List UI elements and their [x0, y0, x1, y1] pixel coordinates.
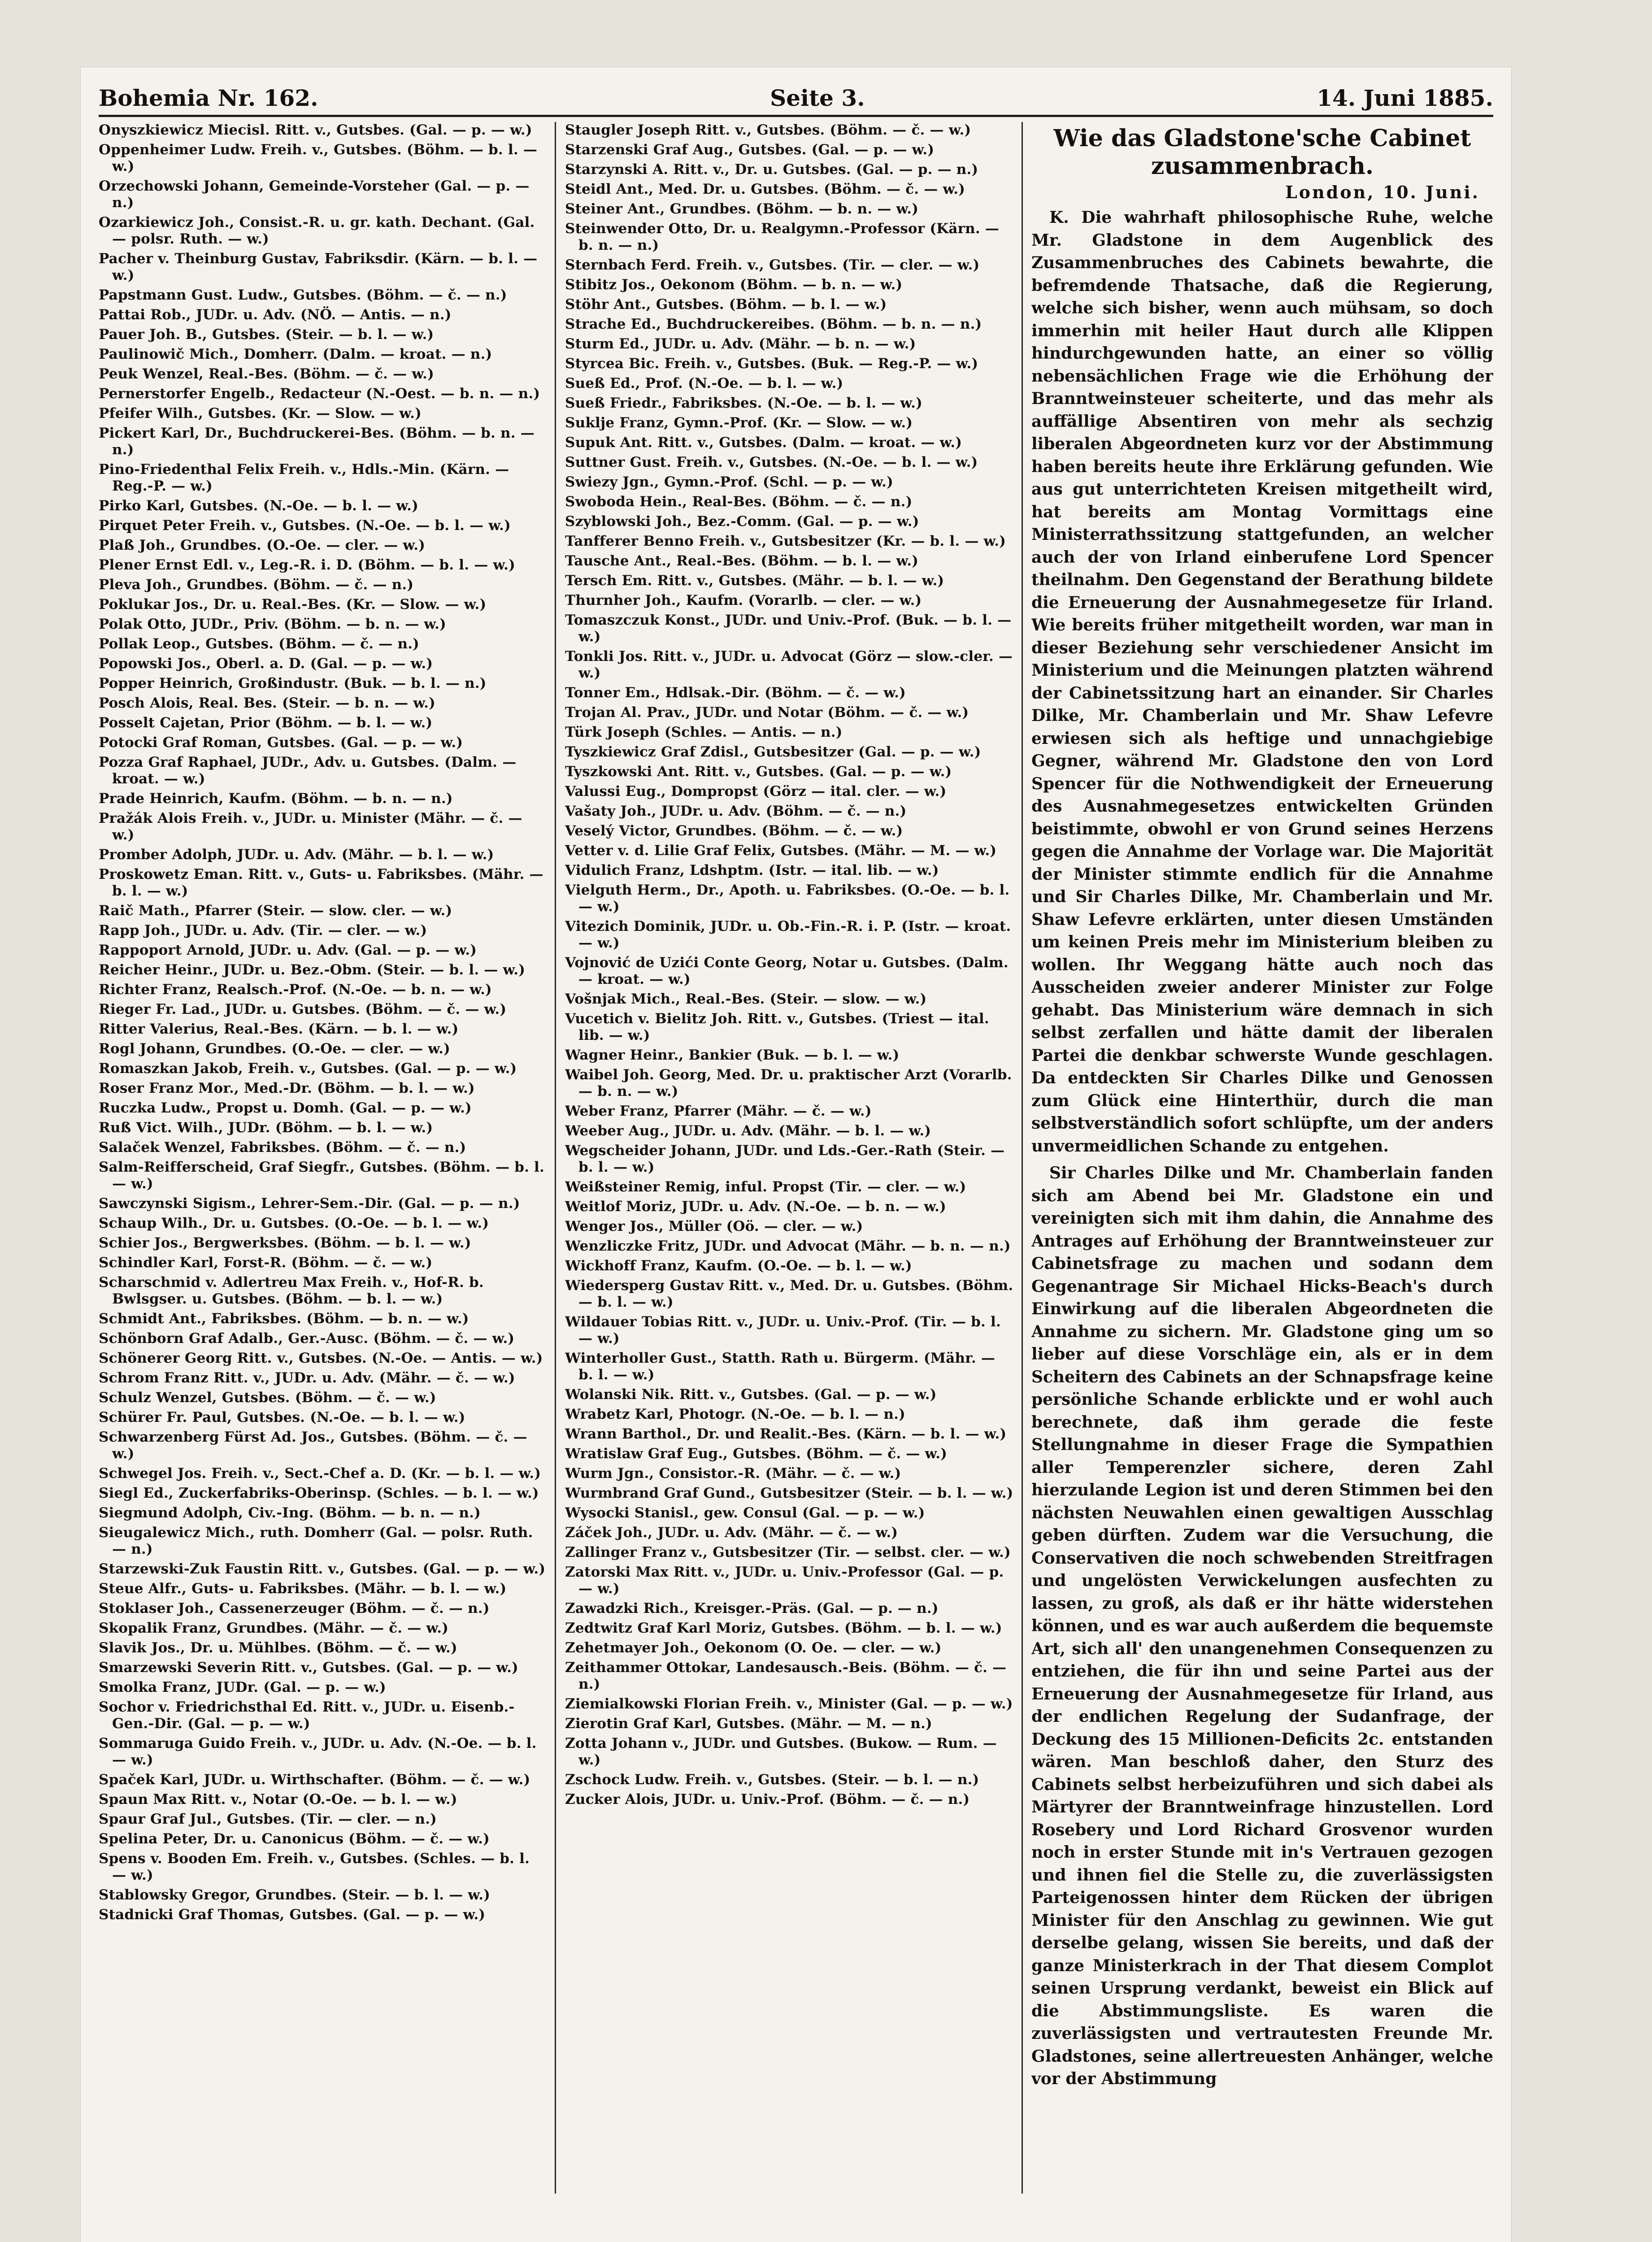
member-entry: Styrcea Bic. Freih. v., Gutsbes. (Buk. — Reg.-P. — w.) [565, 356, 978, 372]
member-entry: Suttner Gust. Freih. v., Gutsbes. (N.-Oe. — b. l. — w.) [565, 454, 978, 470]
member-entry: Popper Heinrich, Großindustr. (Buk. — b. l. — n.) [99, 675, 487, 691]
member-entry: Stadnicki Graf Thomas, Gutsbes. (Gal. — p. — w.) [99, 1907, 486, 1923]
member-entry: Tyszkiewicz Graf Zdisl., Gutsbesitzer (Gal. — p. — w.) [565, 744, 981, 760]
member-entry: Starzewski-Zuk Faustin Ritt. v., Gutsbes. (Gal. — p. — w.) [99, 1561, 546, 1577]
right-column-article [1031, 122, 1493, 2242]
member-entry: Vetter v. d. Lilie Graf Felix, Gutsbes. (Mähr. — M. — w.) [565, 843, 997, 859]
member-entry: Suklje Franz, Gymn.-Prof. (Kr. — Slow. — w.) [565, 415, 913, 431]
member-entry: Spaur Graf Jul., Gutsbes. (Tir. — cler. — n.) [99, 1811, 437, 1827]
member-entry: Wolanski Nik. Ritt. v., Gutsbes. (Gal. — p. — w.) [565, 1386, 937, 1403]
member-entry: Vošnjak Mich., Real.-Bes. (Steir. — slow. — w.) [565, 991, 927, 1007]
member-entry: Zierotin Graf Karl, Gutsbes. (Mähr. — M. — n.) [565, 1716, 932, 1732]
member-entry: Wagner Heinr., Bankier (Buk. — b. l. — w.) [565, 1047, 900, 1063]
member-entry: Schrom Franz Ritt. v., JUDr. u. Adv. (Mähr. — č. — w.) [99, 1370, 515, 1386]
member-entry: Valussi Eug., Dompropst (Görz — ital. cler. — w.) [565, 783, 947, 799]
member-entry: Tersch Em. Ritt. v., Gutsbes. (Mähr. — b. l. — w.) [565, 573, 944, 589]
member-entry: Stibitz Jos., Oekonom (Böhm. — b. n. — w.) [565, 277, 903, 293]
member-entry: Zehetmayer Joh., Oekonom (O. Oe. — cler. — w.) [565, 1640, 942, 1656]
member-entry: Sommaruga Guido Freih. v., JUDr. u. Adv. (N.-Oe. — b. l. — w.) [99, 1735, 537, 1768]
member-entry: Wysocki Stanisl., gew. Consul (Gal. — p. — w.) [565, 1505, 925, 1521]
member-entry: Vielguth Herm., Dr., Apoth. u. Fabriksbes. (O.-Oe. — b. l. — w.) [565, 882, 1010, 915]
member-entry: Smolka Franz, JUDr. (Gal. — p. — w.) [99, 1679, 386, 1695]
member-entry: Spens v. Booden Em. Freih. v., Gutsbes. (Schles. — b. l. — w.) [99, 1851, 530, 1883]
member-entry: Wegscheider Johann, JUDr. und Lds.-Ger.-Rath (Steir. — b. l. — w.) [565, 1143, 1005, 1175]
member-entry: Posselt Cajetan, Prior (Böhm. — b. l. — w.) [99, 715, 433, 731]
member-entry: Pernerstorfer Engelb., Redacteur (N.-Oest. — b. n. — n.) [99, 386, 540, 402]
page-header [99, 75, 1493, 111]
member-entry: Orzechowski Johann, Gemeinde-Vorsteher (Gal. — p. — n.) [99, 178, 530, 211]
member-entry: Wurmbrand Graf Gund., Gutsbesitzer (Steir. — b. l. — w.) [565, 1485, 1013, 1501]
member-entry: Zatorski Max Ritt. v., JUDr. u. Univ.-Professor (Gal. — p. — w.) [565, 1564, 1004, 1597]
member-entry: Tonkli Jos. Ritt. v., JUDr. u. Advocat (Görz — slow.-cler. — w.) [565, 648, 1013, 681]
member-entry: Wiedersperg Gustav Ritt. v., Med. Dr. u. Gutsbes. (Böhm. — b. l. — w.) [565, 1277, 1013, 1310]
member-entry: Ruczka Ludw., Propst u. Domh. (Gal. — p. — w.) [99, 1100, 472, 1116]
member-entry: Stöhr Ant., Gutsbes. (Böhm. — b. l. — w.) [565, 296, 887, 313]
header-page-number: Seite 3. [770, 85, 865, 111]
member-entry: Schindler Karl, Forst-R. (Böhm. — č. — w.) [99, 1255, 433, 1271]
member-entry: Pattai Rob., JUDr. u. Adv. (NÖ. — Antis. — n.) [99, 307, 452, 323]
member-entry: Zedtwitz Graf Karl Moriz, Gutsbes. (Böhm. — b. l. — w.) [565, 1620, 1002, 1636]
member-entry: Zawadzki Rich., Kreisger.-Präs. (Gal. — p. — n.) [565, 1600, 939, 1616]
member-entry: Richter Franz, Realsch.-Prof. (N.-Oe. — b. n. — w.) [99, 982, 492, 998]
member-entry: Oppenheimer Ludw. Freih. v., Gutsbes. (Böhm. — b. l. — w.) [99, 142, 538, 174]
member-entry: Siegmund Adolph, Civ.-Ing. (Böhm. — b. n. — n.) [99, 1505, 481, 1521]
member-entry: Peuk Wenzel, Real.-Bes. (Böhm. — č. — w.) [99, 366, 434, 382]
member-entry: Slavik Jos., Dr. u. Mühlbes. (Böhm. — č. — w.) [99, 1640, 457, 1656]
member-entry: Onyszkiewicz Miecisl. Ritt. v., Gutsbes. (Gal. — p. — w.) [99, 122, 532, 138]
member-entry: Supuk Ant. Ritt. v., Gutsbes. (Dalm. — kroat. — w.) [565, 434, 962, 451]
member-entry: Sturm Ed., JUDr. u. Adv. (Mähr. — b. n. — w.) [565, 336, 916, 352]
newspaper-page [81, 67, 1511, 2242]
member-entry: Wurm Jgn., Consistor.-R. (Mähr. — č. — w.) [565, 1465, 901, 1482]
member-entry: Reicher Heinr., JUDr. u. Bez.-Obm. (Steir. — b. l. — w.) [99, 962, 526, 978]
member-entry: Spelina Peter, Dr. u. Canonicus (Böhm. — č. — w.) [99, 1831, 490, 1847]
member-entry: Tausche Ant., Real.-Bes. (Böhm. — b. l. — w.) [565, 553, 919, 569]
member-entry: Smarzewski Severin Ritt. v., Gutsbes. (Gal. — p. — w.) [99, 1660, 518, 1676]
member-entry: Pino-Friedenthal Felix Freih. v., Hdls.-Min. (Kärn. — Reg.-P. — w.) [99, 461, 509, 494]
member-entry: Winterholler Gust., Statth. Rath u. Bürgerm. (Mähr. — b. l. — w.) [565, 1350, 996, 1383]
member-entry: Romaszkan Jakob, Freih. v., Gutsbes. (Gal. — p. — w.) [99, 1060, 517, 1077]
member-entry: Tonner Em., Hdlsak.-Dir. (Böhm. — č. — w.) [565, 685, 906, 701]
member-entry: Rogl Johann, Grundbes. (O.-Oe. — cler. — w.) [99, 1041, 450, 1057]
member-entry: Swiezy Jgn., Gymn.-Prof. (Schl. — p. — w.) [565, 474, 893, 490]
member-entry: Steinwender Otto, Dr. u. Realgymn.-Professor (Kärn. — b. n. — n.) [565, 221, 1000, 253]
member-entry: Weber Franz, Pfarrer (Mähr. — č. — w.) [565, 1103, 872, 1119]
member-entry: Ritter Valerius, Real.-Bes. (Kärn. — b. l. — w.) [99, 1021, 459, 1037]
article-dateline: London, 10. Juni. [1285, 182, 1480, 202]
member-entry: Vitezich Dominik, JUDr. u. Ob.-Fin.-R. i. P. (Istr. — kroat. — w.) [565, 918, 1011, 951]
member-entry: Zschock Ludw. Freih. v., Gutsbes. (Steir. — b. l. — n.) [565, 1772, 979, 1788]
member-entry: Schier Jos., Bergwerksbes. (Böhm. — b. l. — w.) [99, 1235, 471, 1251]
member-entry: Plener Ernst Edl. v., Leg.-R. i. D. (Böhm. — b. l. — w.) [99, 557, 516, 573]
member-entry: Stoklaser Joh., Cassenerzeuger (Böhm. — č. — n.) [99, 1600, 490, 1616]
member-entry: Spaun Max Ritt. v., Notar (O.-Oe. — b. l. — w.) [99, 1791, 457, 1808]
member-entry: Pleva Joh., Grundbes. (Böhm. — č. — n.) [99, 577, 414, 593]
member-entry: Rapp Joh., JUDr. u. Adv. (Tir. — cler. — w.) [99, 922, 427, 939]
member-entry: Sueß Friedr., Fabriksbes. (N.-Oe. — b. l. — w.) [565, 395, 923, 411]
member-entry: Proskowetz Eman. Ritt. v., Guts- u. Fabriksbes. (Mähr. — b. l. — w.) [99, 866, 543, 899]
member-entry: Pirquet Peter Freih. v., Gutsbes. (N.-Oe. — b. l. — w.) [99, 517, 511, 534]
header-rule [99, 115, 1493, 117]
member-entry: Vidulich Franz, Ldshptm. (Istr. — ital. lib. — w.) [565, 862, 939, 878]
member-entry: Paulinowič Mich., Domherr. (Dalm. — kroat. — n.) [99, 346, 492, 362]
member-entry: Steue Alfr., Guts- u. Fabriksbes. (Mähr. — b. l. — w.) [99, 1581, 507, 1597]
member-entry: Potocki Graf Roman, Gutsbes. (Gal. — p. — w.) [99, 734, 463, 751]
member-entry: Sueß Ed., Prof. (N.-Oe. — b. l. — w.) [565, 375, 843, 391]
header-date: 14. Juni 1885. [1317, 85, 1493, 111]
member-entry: Zotta Johann v., JUDr. und Gutsbes. (Bukow. — Rum. — w.) [565, 1735, 997, 1768]
member-entry: Zucker Alois, JUDr. u. Univ.-Prof. (Böhm. — č. — n.) [565, 1791, 970, 1808]
member-entry: Salm-Reifferscheid, Graf Siegfr., Gutsbes. (Böhm. — b. l. — w.) [99, 1159, 545, 1192]
member-entry: Pirko Karl, Gutsbes. (N.-Oe. — b. l. — w.) [99, 498, 418, 514]
column-divider [555, 122, 556, 2194]
member-entry: Tomaszczuk Konst., JUDr. und Univ.-Prof. (Buk. — b. l. — w.) [565, 612, 1012, 645]
member-entry: Stablowsky Gregor, Grundbes. (Steir. — b. l. — w.) [99, 1887, 491, 1903]
member-entry: Türk Joseph (Schles. — Antis. — n.) [565, 724, 843, 740]
member-entry: Pfeifer Wilh., Gutsbes. (Kr. — Slow. — w.) [99, 405, 422, 421]
member-entry: Poklukar Jos., Dr. u. Real.-Bes. (Kr. — Slow. — w.) [99, 596, 487, 613]
left-column-member-list [99, 122, 547, 2242]
article-paragraph: K. Die wahrhaft philosophische Ruhe, welche Mr. Gladstone in dem Augenblick des Zusammenbruches des Cabinets bewahrte, die befremdende Thatsache, daß die Regierung, welche sich bisher, wenn auch mühsam, so doch immerhin mit heiler Haut durch alle Klippen hindurchgewunden hatte, an einer so völlig nebensächlichen Frage wie die Erhöhung der Branntweinsteuer scheiterte, und das mehr als auffällige Absentiren von mehr als sechzig liberalen Abgeordneten kurz vor der Abstimmung haben bereits heute ihre Erklärung gefunden. Wie aus gut unterrichteten Kreisen mitgetheilt wird, hat bereits am Montag Vormittags eine Ministerrathssitzung stattgefunden, an welcher auch der von Irland einberufene Lord Spencer theilnahm. Den Gegenstand der Berathung bildete die Erneuerung der Ausnahmegesetze für Irland. Wie bereits früher mitgetheilt worden, war man in dieser Beziehung sehr verschiedener Ansicht im Ministerium und die Meinungen platzten während der Cabinetssitzung hart an einander. Sir Charles Dilke, Mr. Chamberlain und Mr. Shaw Lefevre erwiesen sich als heftige und unnachgiebige Gegner, während Mr. Gladstone den von Lord Spencer für die Nothwendigkeit der Erneuerung des Ausnahmegesetzes entwickelten Gründen beistimmte, obwohl er von Grund seines Herzens gegen die Annahme der Vorlage war. Die Majorität der Minister stimmte endlich für die Annahme und Sir Charles Dilke, Mr. Chamberlain und Mr. Shaw Lefevre erklärten, unter diesen Umständen um keinen Preis mehr im Ministerium bleiben zu wollen. Ihr Weggang hätte auch noch das Ausscheiden zweier anderer Minister zur Folge gehabt. Das Ministerium wäre demnach in sich selbst zerfallen und hätte damit der liberalen Partei die denkbar schwerste Wunde geschlagen. Da entdeckten Sir Charles Dilke und Genossen zum Glück eine Hinterthür, durch die man selbstverständlich sofort schlüpfte, um der anders unvermeidlichen Schande zu entgehen. [1031, 208, 1493, 1156]
member-entry: Szyblowski Joh., Bez.-Comm. (Gal. — p. — w.) [565, 513, 919, 530]
header-publication: Bohemia Nr. 162. [99, 85, 318, 111]
member-entry: Tanfferer Benno Freih. v., Gutsbesitzer (Kr. — b. l. — w.) [565, 533, 1006, 549]
column-divider [1022, 122, 1023, 2194]
member-entry: Raič Math., Pfarrer (Steir. — slow. cler. — w.) [99, 903, 452, 919]
member-entry: Weitlof Moriz, JUDr. u. Adv. (N.-Oe. — b. n. — w.) [565, 1199, 946, 1215]
member-entry: Rieger Fr. Lad., JUDr. u. Gutsbes. (Böhm. — č. — w.) [99, 1001, 507, 1017]
member-entry: Weeber Aug., JUDr. u. Adv. (Mähr. — b. l. — w.) [565, 1123, 931, 1139]
member-entry: Schönerer Georg Ritt. v., Gutsbes. (N.-Oe. — Antis. — w.) [99, 1350, 543, 1366]
middle-column-member-list [565, 122, 1013, 2242]
member-entry: Schmidt Ant., Fabriksbes. (Böhm. — b. n. — w.) [99, 1311, 469, 1327]
member-entry: Pauer Joh. B., Gutsbes. (Steir. — b. l. — w.) [99, 326, 434, 343]
member-entry: Sawczynski Sigism., Lehrer-Sem.-Dir. (Gal. — p. — n.) [99, 1195, 520, 1212]
member-entry: Zallinger Franz v., Gutsbesitzer (Tir. — selbst. cler. — w.) [565, 1544, 1011, 1560]
member-entry: Scharschmid v. Adlertreu Max Freih. v., Hof-R. b. Bwlsgser. u. Gutsbes. (Böhm. — b. l. — w.) [99, 1274, 484, 1307]
member-entry: Pražák Alois Freih. v., JUDr. u. Minister (Mähr. — č. — w.) [99, 810, 522, 843]
member-entry: Swoboda Hein., Real-Bes. (Böhm. — č. — n.) [565, 494, 913, 510]
member-entry: Strache Ed., Buchdruckereibes. (Böhm. — b. n. — n.) [565, 316, 982, 332]
article-paragraph: Sir Charles Dilke und Mr. Chamberlain fanden sich am Abend bei Mr. Gladstone ein und vereinigten sich mit ihm dahin, die Annahme des Antrages auf Erhöhung der Branntweinsteuer zur Cabinetsfrage zu machen und sodann dem Gegenantrage Sir Michael Hicks-Beach's durch Einwirkung auf die liberalen Abgeordneten die Annahme zu sichern. Mr. Gladstone ging um so lieber auf diese Vorschläge ein, als er in dem Scheitern des Cabinets an der Schnapsfrage keine persönliche Schande erblickte und er wohl auch berechnete, daß ihm gerade die feste Stellungnahme in dieser Frage die Sympathien aller Temperenzler sichere, deren Zahl hierzulande Legion ist und deren Stimmen bei den nächsten Neuwahlen einen gewaltigen Ausschlag geben dürften. Zudem war die Versuchung, die Conservativen die noch schwebenden Streitfragen und ungelösten Verwickelungen ausfechten zu lassen, zu groß, als daß er ihr hätte widerstehen können, und es war auch außerdem die bequemste Art, sich all' den unangenehmen Consequenzen zu entziehen, die für ihn und seine Partei aus der Erneuerung der Ausnahmegesetze für Irland, aus der endlichen Regelung der Sudanfrage, der Deckung des 15 Millionen-Deficits 2c. entstanden wären. Man beschloß daher, den Sturz des Cabinets selbst herbeizuführen und sich dabei als Märtyrer der Branntweinfrage hinzustellen. Lord Rosebery und Lord Richard Grosvenor wurden noch in erster Stunde mit in's Vertrauen gezogen und ihnen fiel die Stelle zu, die zuverlässigsten Parteigenossen hinter dem Rücken der übrigen Minister für den Anschlag zu gewinnen. Wie gut derselbe gelang, wissen Sie bereits, und daß der ganze Ministerkrach in der That diesem Complot seinen Ursprung verdankt, beweist ein Blick auf die Abstimmungsliste. Es waren die zuverlässigsten und vertrautesten Freunde Mr. Gladstones, seine allertreuesten Anhänger, welche vor der Abstimmung [1031, 1164, 1493, 2088]
member-entry: Wrann Barthol., Dr. und Realit.-Bes. (Kärn. — b. l. — w.) [565, 1426, 1007, 1442]
member-entry: Wenzliczke Fritz, JUDr. und Advocat (Mähr. — b. n. — n.) [565, 1238, 1011, 1254]
member-entry: Schönborn Graf Adalb., Ger.-Ausc. (Böhm. — č. — w.) [99, 1330, 515, 1347]
member-entry: Pozza Graf Raphael, JUDr., Adv. u. Gutsbes. (Dalm. — kroat. — w.) [99, 754, 517, 787]
member-entry: Ozarkiewicz Joh., Consist.-R. u. gr. kath. Dechant. (Gal. — polsr. Ruth. — w.) [99, 214, 535, 247]
member-entry: Vucetich v. Bielitz Joh. Ritt. v., Gutsbes. (Triest — ital. lib. — w.) [565, 1011, 989, 1043]
member-entry: Papstmann Gust. Ludw., Gutsbes. (Böhm. — č. — n.) [99, 287, 507, 303]
member-entry: Plaß Joh., Grundbes. (O.-Oe. — cler. — w.) [99, 537, 426, 553]
member-entry: Posch Alois, Real. Bes. (Steir. — b. n. — w.) [99, 695, 435, 711]
member-entry: Pickert Karl, Dr., Buchdruckerei-Bes. (Böhm. — b. n. — n.) [99, 425, 535, 458]
member-entry: Rappoport Arnold, JUDr. u. Adv. (Gal. — p. — w.) [99, 942, 477, 958]
member-entry: Wildauer Tobias Ritt. v., JUDr. u. Univ.-Prof. (Tir. — b. l. — w.) [565, 1314, 1001, 1347]
member-entry: Veselý Victor, Grundbes. (Böhm. — č. — w.) [565, 823, 903, 839]
member-entry: Staugler Joseph Ritt. v., Gutsbes. (Böhm. — č. — w.) [565, 122, 971, 138]
member-entry: Záček Joh., JUDr. u. Adv. (Mähr. — č. — w.) [565, 1525, 898, 1541]
member-entry: Salaček Wenzel, Fabriksbes. (Böhm. — č. — n.) [99, 1139, 466, 1156]
member-entry: Schwarzenberg Fürst Ad. Jos., Gutsbes. (Böhm. — č. — w.) [99, 1429, 527, 1462]
member-entry: Siegl Ed., Zuckerfabriks-Oberinsp. (Schles. — b. l. — w.) [99, 1485, 539, 1501]
member-entry: Vojnović de Uzići Conte Georg, Notar u. Gutsbes. (Dalm. — kroat. — w.) [565, 955, 1009, 987]
member-entry: Starzynski A. Ritt. v., Dr. u. Gutsbes. (Gal. — p. — n.) [565, 161, 978, 178]
member-entry: Pacher v. Theinburg Gustav, Fabriksdir. (Kärn. — b. l. — w.) [99, 251, 538, 283]
member-entry: Roser Franz Mor., Med.-Dr. (Böhm. — b. l. — w.) [99, 1080, 475, 1096]
member-entry: Schwegel Jos. Freih. v., Sect.-Chef a. D. (Kr. — b. l. — w.) [99, 1465, 541, 1482]
member-entry: Spaček Karl, JUDr. u. Wirthschafter. (Böhm. — č. — w.) [99, 1772, 530, 1788]
member-entry: Prade Heinrich, Kaufm. (Böhm. — b. n. — n.) [99, 791, 453, 807]
member-entry: Sieugalewicz Mich., ruth. Domherr (Gal. — polsr. Ruth. — n.) [99, 1525, 533, 1557]
article-title: Wie das Gladstone'sche Cabinet zusammenbrach. [1053, 125, 1471, 180]
member-entry: Trojan Al. Prav., JUDr. und Notar (Böhm. — č. — w.) [565, 704, 969, 721]
member-entry: Skopalik Franz, Grundbes. (Mähr. — č. — w.) [99, 1620, 449, 1636]
member-entry: Schulz Wenzel, Gutsbes. (Böhm. — č. — w.) [99, 1390, 436, 1406]
member-entry: Ziemialkowski Florian Freih. v., Minister (Gal. — p. — w.) [565, 1696, 1013, 1712]
member-entry: Vašaty Joh., JUDr. u. Adv. (Böhm. — č. — n.) [565, 803, 907, 819]
member-entry: Schaup Wilh., Dr. u. Gutsbes. (O.-Oe. — b. l. — w.) [99, 1215, 489, 1231]
member-entry: Sternbach Ferd. Freih. v., Gutsbes. (Tir. — cler. — w.) [565, 257, 980, 273]
member-entry: Tyszkowski Ant. Ritt. v., Gutsbes. (Gal. — p. — w.) [565, 764, 952, 780]
member-entry: Starzenski Graf Aug., Gutsbes. (Gal. — p. — w.) [565, 142, 935, 158]
member-entry: Waibel Joh. Georg, Med. Dr. u. praktischer Arzt (Vorarlb. — b. n. — w.) [565, 1067, 1012, 1099]
member-entry: Popowski Jos., Oberl. a. D. (Gal. — p. — w.) [99, 656, 433, 672]
member-entry: Wrabetz Karl, Photogr. (N.-Oe. — b. l. — n.) [565, 1406, 905, 1422]
member-entry: Ruß Vict. Wilh., JUDr. (Böhm. — b. l. — w.) [99, 1120, 433, 1136]
member-entry: Wickhoff Franz, Kaufm. (O.-Oe. — b. l. — w.) [565, 1258, 912, 1274]
member-entry: Wenger Jos., Müller (Oö. — cler. — w.) [565, 1218, 863, 1234]
member-entry: Steidl Ant., Med. Dr. u. Gutsbes. (Böhm. — č. — w.) [565, 181, 965, 197]
member-entry: Schürer Fr. Paul, Gutsbes. (N.-Oe. — b. l. — w.) [99, 1409, 465, 1425]
member-entry: Wratislaw Graf Eug., Gutsbes. (Böhm. — č. — w.) [565, 1446, 948, 1462]
member-entry: Thurnher Joh., Kaufm. (Vorarlb. — cler. — w.) [565, 592, 922, 608]
member-entry: Sochor v. Friedrichsthal Ed. Ritt. v., JUDr. u. Eisenb.-Gen.-Dir. (Gal. — p. — w.) [99, 1699, 515, 1732]
member-entry: Steiner Ant., Grundbes. (Böhm. — b. n. — w.) [565, 201, 919, 217]
member-entry: Zeithammer Ottokar, Landesausch.-Beis. (Böhm. — č. — n.) [565, 1660, 1007, 1692]
member-entry: Weißsteiner Remig, inful. Propst (Tir. — cler. — w.) [565, 1179, 966, 1195]
member-entry: Promber Adolph, JUDr. u. Adv. (Mähr. — b. l. — w.) [99, 847, 494, 863]
member-entry: Polak Otto, JUDr., Priv. (Böhm. — b. n. — w.) [99, 616, 447, 632]
member-entry: Pollak Leop., Gutsbes. (Böhm. — č. — n.) [99, 636, 420, 652]
